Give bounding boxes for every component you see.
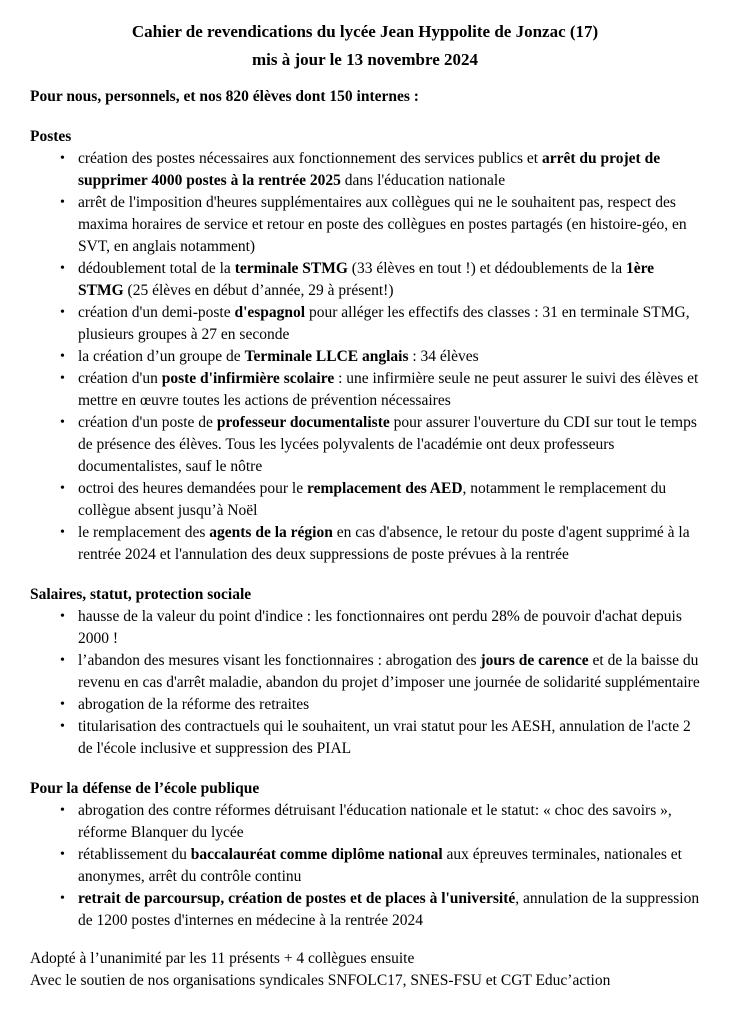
- bullet-item: [78, 606, 700, 650]
- bullet-item: [78, 522, 700, 566]
- text-run: abrogation de la réforme des retraites: [78, 696, 310, 713]
- footer-unions-line: Avec le soutien de nos organisations syndicales SNFOLC17, SNES-FSU et CGT Educ’action: [30, 972, 611, 989]
- bullet-item: [78, 888, 700, 932]
- text-run: octroi des heures demandées pour le: [78, 480, 307, 497]
- text-run: en cas d'absence, le retour du poste d'agent supprimé à la rentrée 2024 et l'annulation des deux suppressions de poste prévues à la rentrée: [78, 524, 690, 563]
- bold-text-run: terminale STMG: [234, 260, 348, 277]
- section-heading-ecole-publique: Pour la défense de l’école publique: [30, 780, 260, 797]
- bullet-list-postes: [30, 148, 700, 566]
- text-run: hausse de la valeur du point d'indice : les fonctionnaires ont perdu 28% de pouvoir d'achat depuis 2000 !: [78, 608, 682, 647]
- text-run: : 34 élèves: [408, 348, 479, 365]
- section-salaires: [30, 584, 700, 760]
- bullet-item: [78, 346, 700, 368]
- text-run: (33 élèves en tout !) et dédoublements de la: [347, 260, 626, 277]
- text-run: , annulation de la suppression de 1200 postes d'internes en médecine à la rentrée 2024: [78, 890, 700, 929]
- bold-text-run: remplacement des AED: [306, 480, 463, 497]
- text-run: , notamment le remplacement du collègue absent jusqu’à Noël: [78, 480, 667, 519]
- section-ecole-publique: [30, 778, 700, 932]
- bold-text-run: professeur documentaliste: [216, 414, 390, 431]
- text-run: et de la baisse du revenu en cas d'arrêt maladie, abandon du projet d’imposer une journée de solidarité supplémentaire: [78, 652, 700, 691]
- text-run: pour assurer l'ouverture du CDI sur tout le temps de présence des élèves. Tous les lycées polyvalents de l'académie ont deux professeurs documentalistes, sauf le nôtre: [78, 414, 697, 475]
- bold-text-run: Terminale LLCE anglais: [244, 348, 409, 365]
- section-postes: [30, 126, 700, 566]
- bold-text-run: jours de carence: [480, 652, 589, 669]
- text-run: l’abandon des mesures visant les fonctionnaires : abrogation des: [78, 652, 481, 669]
- text-run: la création d’un groupe de: [78, 348, 245, 365]
- text-run: rétablissement du: [78, 846, 191, 863]
- bold-text-run: baccalauréat comme diplôme national: [190, 846, 443, 863]
- bullet-item: [78, 694, 700, 716]
- bullet-item: [78, 800, 700, 844]
- text-run: pour alléger les effectifs des classes : 31 en terminale STMG, plusieurs groupes à 27 en seconde: [78, 304, 690, 343]
- bullet-item: [78, 650, 700, 694]
- footer-adoption-line: Adopté à l’unanimité par les 11 présents + 4 collègues ensuite: [30, 950, 415, 967]
- text-run: création d'un demi-poste: [78, 304, 235, 321]
- text-run: création des postes nécessaires aux fonctionnement des services publics et: [78, 150, 542, 167]
- text-run: le remplacement des: [78, 524, 210, 541]
- footer-block: [30, 948, 700, 992]
- bullet-item: [78, 478, 700, 522]
- bold-text-run: agents de la région: [209, 524, 333, 541]
- document-title: [30, 18, 700, 74]
- bullet-list-salaires: [30, 606, 700, 760]
- text-run: dédoublement total de la: [78, 260, 235, 277]
- bold-text-run: 1ère STMG: [78, 260, 655, 299]
- section-heading-salaires: Salaires, statut, protection sociale: [30, 586, 252, 603]
- bullet-list-ecole-publique: [30, 800, 700, 932]
- bullet-item: [78, 368, 700, 412]
- text-run: aux épreuves terminales, nationales et anonymes, arrêt du contrôle continu: [78, 846, 682, 885]
- bold-text-run: d'espagnol: [234, 304, 306, 321]
- text-run: titularisation des contractuels qui le souhaitent, un vrai statut pour les AESH, annulation de l'acte 2 de l'école inclusive et suppression des PIAL: [78, 718, 691, 757]
- section-heading-postes: Postes: [30, 128, 72, 145]
- bullet-item: [78, 716, 700, 760]
- intro-line: Pour nous, personnels, et nos 820 élèves dont 150 internes :: [30, 88, 419, 105]
- text-run: arrêt de l'imposition d'heures supplémentaires aux collègues qui ne le souhaitent pas, respect des maxima horaires de service et retour en poste des collègues en postes partagés (en histoire-géo, en SVT, en anglais notamment): [78, 194, 687, 255]
- text-run: création d'un: [78, 370, 162, 387]
- bold-text-run: retrait de parcoursup, création de postes et de places à l'université: [78, 890, 516, 907]
- title-line-1: Cahier de revendications du lycée Jean Hyppolite de Jonzac (17): [131, 22, 599, 41]
- bullet-item: [78, 258, 700, 302]
- text-run: création d'un poste de: [78, 414, 217, 431]
- bullet-item: [78, 148, 700, 192]
- bold-text-run: poste d'infirmière scolaire: [161, 370, 335, 387]
- title-line-2: mis à jour le 13 novembre 2024: [251, 50, 479, 69]
- text-run: : une infirmière seule ne peut assurer le suivi des élèves et mettre en œuvre toutes les actions de prévention nécessaires: [78, 370, 699, 409]
- text-run: abrogation des contre réformes détruisant l'éducation nationale et le statut: « choc des savoirs », réforme Blanquer du lycée: [78, 802, 672, 841]
- text-run: (25 élèves en début d’année, 29 à présent!): [123, 282, 394, 299]
- bullet-item: [78, 302, 700, 346]
- bullet-item: [78, 844, 700, 888]
- bold-text-run: arrêt du projet de supprimer 4000 postes à la rentrée 2025: [78, 150, 661, 189]
- bullet-item: [78, 412, 700, 478]
- bullet-item: [78, 192, 700, 258]
- text-run: dans l'éducation nationale: [340, 172, 506, 189]
